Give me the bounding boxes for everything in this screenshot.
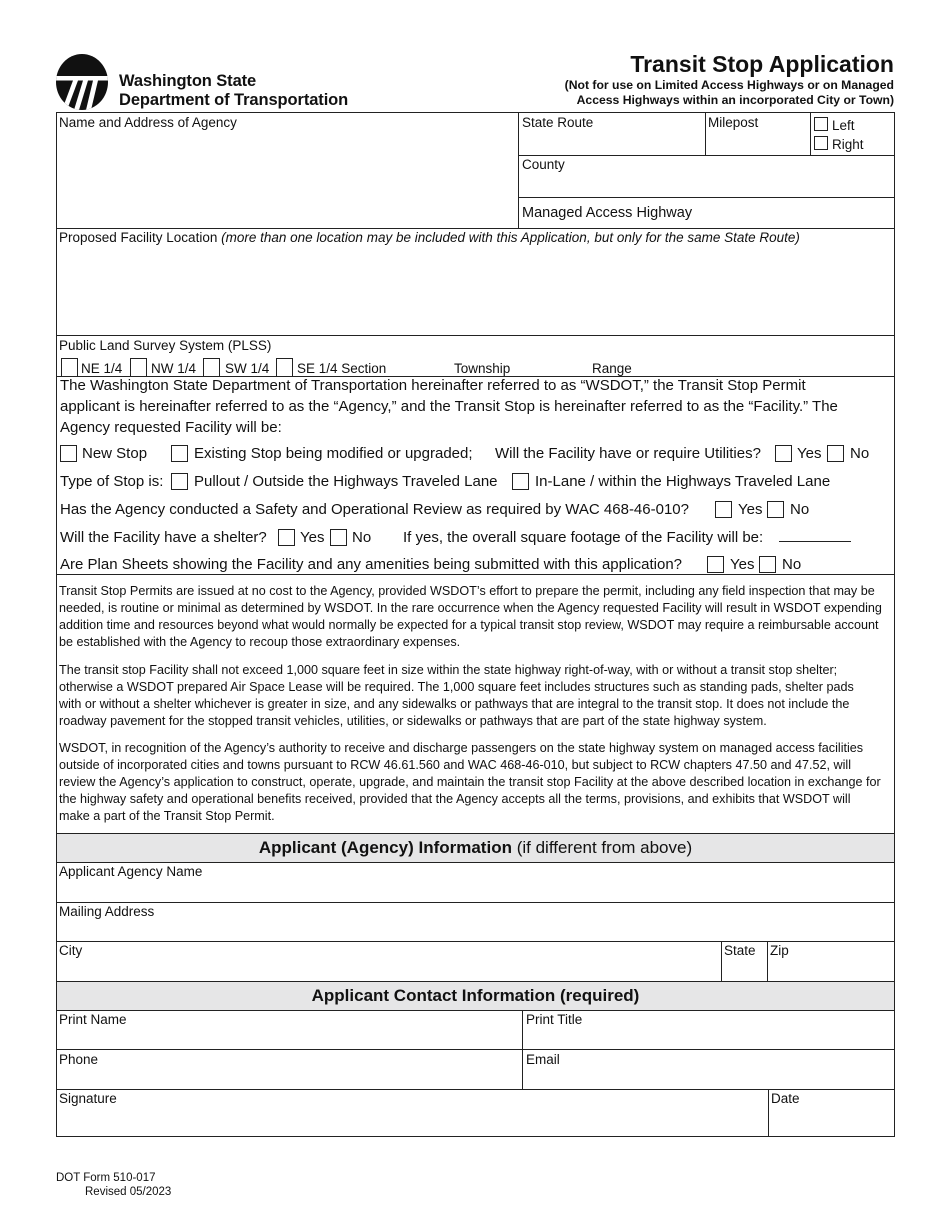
email-field[interactable] bbox=[522, 1049, 895, 1090]
square-footage-input[interactable] bbox=[779, 541, 851, 542]
utilities-no-label: No bbox=[850, 445, 870, 462]
safety-no-checkbox[interactable] bbox=[767, 501, 784, 518]
in-lane-checkbox[interactable] bbox=[512, 473, 529, 490]
applicant-heading-bold: Applicant (Agency) Information bbox=[258, 838, 512, 857]
terms-p3-line: the highway safety and operational benefits received, provided that the Agency accepts all the terms, provisions, and exhibits that WSDOT will bbox=[59, 792, 851, 806]
safety-yes-label: Yes bbox=[738, 501, 763, 518]
plan-yes-checkbox[interactable] bbox=[707, 556, 724, 573]
phone-field[interactable] bbox=[56, 1049, 523, 1090]
terms-p2-line: The transit stop Facility shall not exceed 1,000 square feet in size within the state highway right-of-way, with or without a transit stop shelter; bbox=[59, 663, 838, 677]
print-title-label: Print Title bbox=[526, 1012, 583, 1027]
applicant-agency-name-label: Applicant Agency Name bbox=[59, 864, 203, 879]
county-label: County bbox=[522, 157, 565, 172]
safety-no-label: No bbox=[790, 501, 810, 518]
form-subtitle-2: Access Highways within an incorporated City or Town) bbox=[576, 93, 894, 107]
mailing-address-field[interactable] bbox=[56, 902, 895, 942]
terms-p2-line: otherwise a WSDOT prepared Air Space Lease will be required. The 1,000 square feet includes structures such as standing pads, shelter pads bbox=[59, 680, 854, 694]
applicant-heading-note: (if different from above) bbox=[516, 838, 693, 857]
org-line-2: Department of Transportation bbox=[119, 91, 349, 109]
plss-ne-label: NE 1/4 bbox=[81, 361, 123, 376]
plss-nw-label: NW 1/4 bbox=[151, 361, 197, 376]
org-line-1: Washington State bbox=[119, 72, 257, 90]
terms-p3-line: make a part of the Transit Stop Permit. bbox=[59, 809, 275, 823]
existing-stop-label: Existing Stop being modified or upgraded; bbox=[194, 445, 473, 462]
plss-se-checkbox[interactable] bbox=[276, 358, 293, 377]
state-route-label: State Route bbox=[522, 115, 594, 130]
plss-sw-checkbox[interactable] bbox=[203, 358, 220, 377]
left-checkbox[interactable] bbox=[814, 117, 828, 131]
form-title-block bbox=[565, 51, 894, 108]
plss-township-label: Township bbox=[454, 361, 511, 376]
intro-line-2: applicant is hereinafter referred to as the “Agency,” and the Transit Stop is hereinafter referred to as the “Facility.” The bbox=[60, 398, 838, 415]
signature-label: Signature bbox=[59, 1091, 117, 1106]
mailing-address-label: Mailing Address bbox=[59, 904, 155, 919]
city-label: City bbox=[59, 943, 83, 958]
pullout-checkbox[interactable] bbox=[171, 473, 188, 490]
plss-label: Public Land Survey System (PLSS) bbox=[59, 338, 272, 353]
email-label: Email bbox=[526, 1052, 560, 1067]
managed-access-highway-label: Managed Access Highway bbox=[522, 205, 693, 221]
terms-p3-line: review the Agency’s application to construct, operate, upgrade, and maintain the transit stop Facility at the above described location in exchange for bbox=[59, 775, 881, 789]
shelter-no-label: No bbox=[352, 529, 372, 546]
city-field[interactable] bbox=[56, 941, 722, 982]
utilities-no-checkbox[interactable] bbox=[827, 445, 844, 462]
plan-yes-label: Yes bbox=[730, 556, 755, 573]
milepost-label: Milepost bbox=[708, 115, 759, 130]
location-label-text: Proposed Facility Location bbox=[59, 230, 218, 245]
state-label: State bbox=[724, 943, 756, 958]
location-note-text: (more than one location may be included with this Application, but only for the same State Route) bbox=[221, 230, 800, 245]
pullout-label: Pullout / Outside the Highways Traveled Lane bbox=[194, 473, 498, 490]
county-field[interactable] bbox=[518, 155, 895, 198]
terms-paragraph-2 bbox=[59, 662, 897, 730]
print-name-label: Print Name bbox=[59, 1012, 127, 1027]
terms-p1-line: needed, is routine or minimal as determined by WSDOT. In the rare occurrence when the Agency requested Facility will result in WSDOT expending bbox=[59, 601, 882, 615]
terms-p2-line: roadway pavement for the stopped transit vehicles, utilities, or sidewalks or pathways that are part of the state highway system. bbox=[59, 714, 767, 728]
new-stop-label: New Stop bbox=[82, 445, 148, 462]
form-title: Transit Stop Application bbox=[630, 51, 894, 77]
shelter-no-checkbox[interactable] bbox=[330, 529, 347, 546]
revision-date: Revised 05/2023 bbox=[85, 1186, 172, 1198]
date-label: Date bbox=[771, 1091, 800, 1106]
form-number: DOT Form 510-017 bbox=[56, 1172, 156, 1184]
new-stop-checkbox[interactable] bbox=[60, 445, 77, 462]
type-of-stop-label: Type of Stop is: bbox=[60, 473, 164, 490]
safety-review-question: Has the Agency conducted a Safety and Operational Review as required by WAC 468-46-010? bbox=[60, 501, 689, 518]
shelter-yes-checkbox[interactable] bbox=[278, 529, 295, 546]
in-lane-label: In-Lane / within the Highways Traveled Lane bbox=[535, 473, 831, 490]
right-checkbox[interactable] bbox=[814, 136, 828, 150]
contact-heading-text: Applicant Contact Information (required) bbox=[311, 986, 640, 1005]
wsdot-logo-icon bbox=[56, 54, 108, 110]
utilities-question: Will the Facility have or require Utilities? bbox=[495, 445, 761, 462]
intro-line-1: The Washington State Department of Transportation hereinafter referred to as “WSDOT,” the Transit Stop Permit bbox=[60, 377, 806, 394]
plan-no-checkbox[interactable] bbox=[759, 556, 776, 573]
utilities-yes-checkbox[interactable] bbox=[775, 445, 792, 462]
terms-p1-line: be established with the Agency to recoup those extraordinary expenses. bbox=[59, 635, 461, 649]
phone-label: Phone bbox=[59, 1052, 99, 1067]
plss-ne-checkbox[interactable] bbox=[61, 358, 78, 377]
applicant-info-heading bbox=[56, 833, 895, 863]
plan-no-label: No bbox=[782, 556, 802, 573]
zip-label: Zip bbox=[770, 943, 789, 958]
left-label: Left bbox=[832, 118, 855, 133]
agency-name-address-label: Name and Address of Agency bbox=[59, 115, 237, 130]
organization-name bbox=[119, 72, 348, 110]
form-subtitle-1: (Not for use on Limited Access Highways or on Managed bbox=[564, 78, 894, 92]
right-label: Right bbox=[832, 137, 864, 152]
plss-se-section-label: SE 1/4 Section bbox=[297, 361, 387, 376]
shelter-question: Will the Facility have a shelter? bbox=[60, 529, 267, 546]
plan-sheets-question: Are Plan Sheets showing the Facility and any amenities being submitted with this application? bbox=[60, 556, 683, 573]
terms-paragraph-3 bbox=[59, 740, 897, 825]
existing-stop-checkbox[interactable] bbox=[171, 445, 188, 462]
utilities-yes-label: Yes bbox=[797, 445, 822, 462]
signature-field[interactable] bbox=[56, 1089, 769, 1137]
terms-paragraph-1 bbox=[59, 583, 897, 651]
shelter-yes-label: Yes bbox=[300, 529, 325, 546]
safety-yes-checkbox[interactable] bbox=[715, 501, 732, 518]
terms-p2-line: with or without a shelter whichever is greater in size, and any sidewalks or pathways that are integral to the transit stop. It does not include the bbox=[59, 697, 850, 711]
terms-p3-line: outside of incorporated cities and towns pursuant to RCW 46.61.560 and WAC 468-46-010, but subject to RCW chapters 47.50 and 47.52, will bbox=[59, 758, 851, 772]
terms-p3-line: WSDOT, in recognition of the Agency’s authority to receive and discharge passengers on the state highway system on managed access facilities bbox=[59, 741, 864, 755]
intro-line-3: Agency requested Facility will be: bbox=[60, 419, 282, 436]
terms-p1-line: addition time and resources beyond what would normally be expected for a typical transit stop review, WSDOT may require a reimbursable account bbox=[59, 618, 879, 632]
terms-p1-line: Transit Stop Permits are issued at no cost to the Agency, provided WSDOT’s effort to prepare the permit, including any field inspection that may be bbox=[59, 584, 875, 598]
plss-nw-checkbox[interactable] bbox=[130, 358, 147, 377]
proposed-facility-location-label bbox=[59, 230, 800, 246]
plss-sw-label: SW 1/4 bbox=[225, 361, 270, 376]
square-footage-question: If yes, the overall square footage of the Facility will be: bbox=[403, 529, 764, 546]
plss-range-label: Range bbox=[592, 361, 632, 376]
contact-info-heading bbox=[56, 981, 895, 1011]
